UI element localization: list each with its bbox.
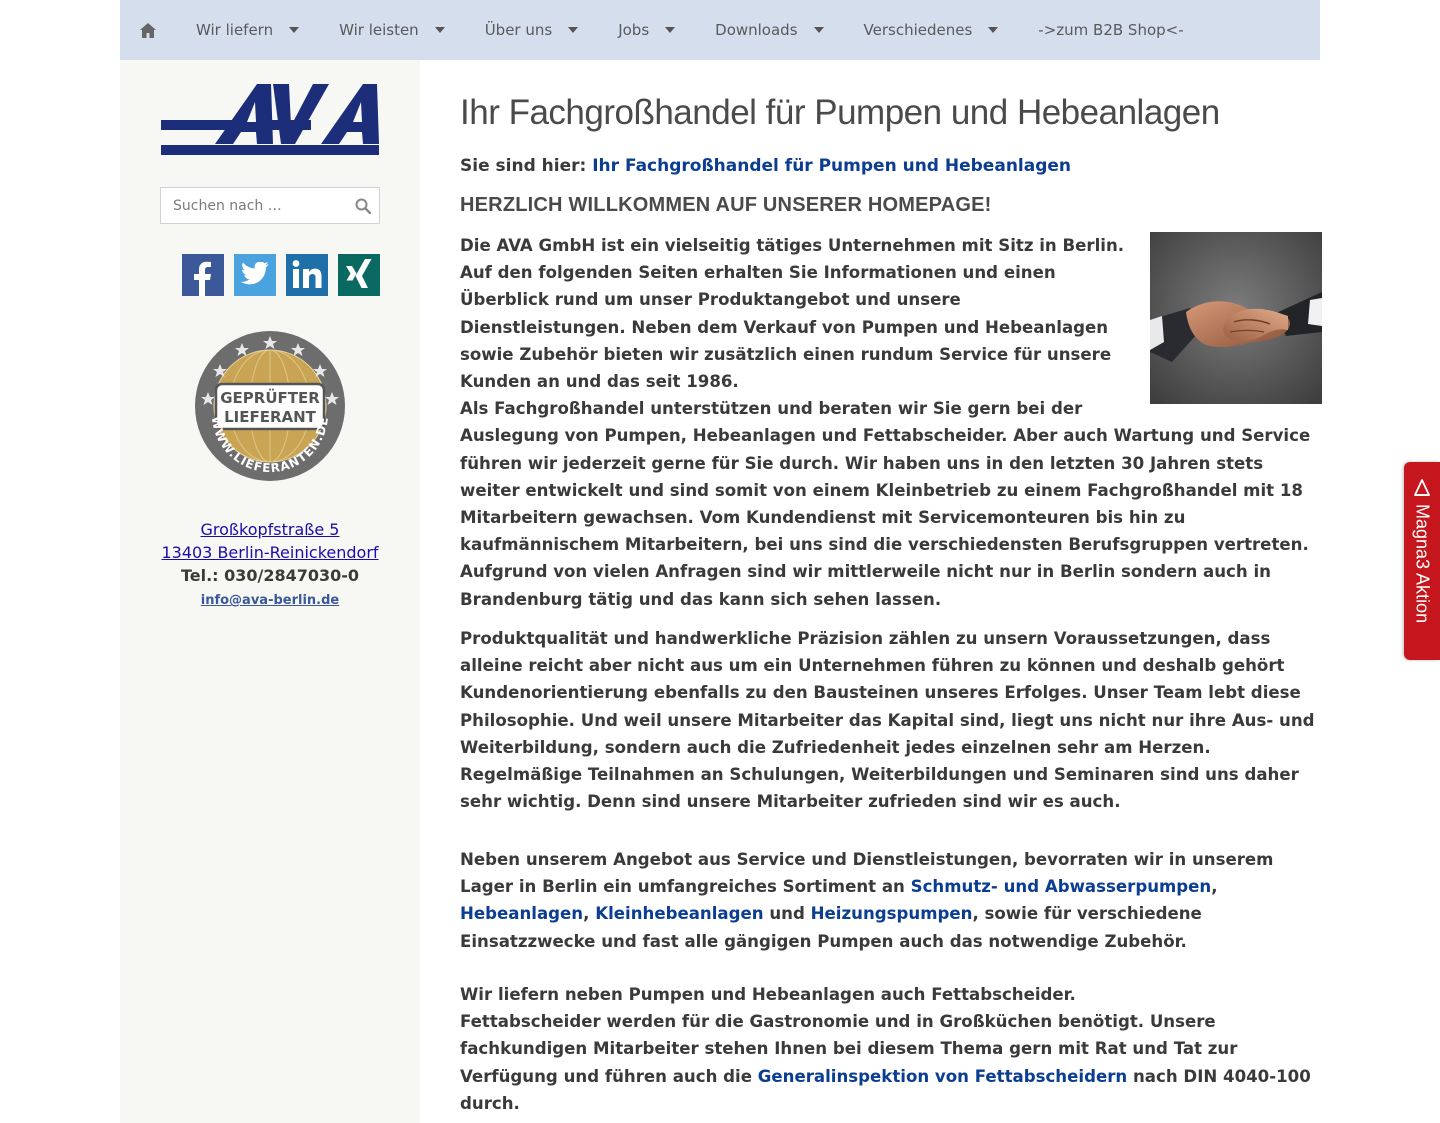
nav-item-label: Downloads [715,21,798,39]
link-hebeanlagen[interactable]: Hebeanlagen [460,904,584,924]
handshake-image [1150,232,1322,404]
philosophy-paragraph: Produktqualität und handwerkliche Präzision zählen zu unsern Voraussetzungen, dass alleine reicht aber nicht aus um ein Unternehmen führen zu können und deshalb gehört Kundenorientierung ebenfalls zu den Bausteinen unseres Erfolges. Unser Team lebt diese Philosophie. Und weil unsere Mitarbeiter das Kapital sind, liegt uns nicht nur ihre Aus- und Weiterbildung, sondern auch die Zufriedenheit jedes einzelnen sehr am Herzen. Regelmäßige Teilnahmen an Schulungen, Weiterbildungen und Seminaren sind uns daher sehr wichtig. Denn sind unsere Mitarbeiter zufrieden sind wir es auch. [460,629,1315,812]
chevron-down-icon [435,27,445,33]
ava-logo [161,84,381,158]
page-title: Ihr Fachgroßhandel für Pumpen und Hebeanlagen [460,93,1220,132]
gepruefter-lieferant-seal[interactable] [194,330,346,482]
nav-item-downloads[interactable] [695,0,843,60]
seal-url: WWW.LIEFERANTEN.DE [208,415,332,476]
search-icon [355,198,371,214]
assortment-text-3: , sowie für verschiedene Einsatzzwecke und fast alle gängigen Pumpen auch das notwendige Zubehör. [460,904,1202,951]
breadcrumb-current-link[interactable]: Ihr Fachgroßhandel für Pumpen und Hebeanlagen [592,156,1072,176]
nav-item-label: Verschiedenes [863,21,973,39]
separator: , [583,904,596,924]
fettabscheider-line1: Wir liefern neben Pumpen und Hebeanlagen auch Fettabscheider. [460,985,1076,1004]
link-generalinspektion[interactable]: Generalinspektion von Fettabscheidern [757,1066,1128,1086]
home-icon [139,22,157,39]
link-heizungspumpen[interactable]: Heizungspumpen [810,904,973,924]
sidebar [120,60,420,1123]
twitter-icon [240,262,270,288]
facebook-link[interactable] [182,254,224,296]
intro-paragraph [460,232,1322,613]
seal-badge-icon [194,330,346,482]
search-box [160,187,380,224]
fettabscheider-paragraph [460,981,1322,1117]
nav-item-label: ->zum B2B Shop<- [1038,21,1184,39]
nav-item-label: Jobs [618,21,650,39]
linkedin-icon [286,254,328,296]
assortment-paragraph [460,846,1322,955]
nav-item-verschiedenes[interactable] [844,0,1019,60]
email-link[interactable]: info@ava-berlin.de [200,593,340,608]
twitter-link[interactable] [234,254,276,296]
intro-text-2: Als Fachgroßhandel unterstützen und beraten wir Sie gern bei der Auslegung von Pumpen, Hebeanlagen und Fettabscheider. Aber auch Wartung und Service führen wir jederzeit gerne für Sie durch. Wir haben uns in den letzten 30 Jahren stets weiter entwickelt und sind somit von einem Kleinbetrieb zu einem Fachgroßhandel mit 18 Mitarbeitern gewachsen. Vom Kundendienst mit Servicemonteuren bis hin zu kaufmännischem Mitarbeitern, bei uns sind die verschiedensten Berufsgruppen vertreten. Aufgrund von vielen Anfragen sind wir mittlerweile nicht nur in Berlin sondern auch in Brandenburg tätig und das kann sich sehen lassen. [460,399,1311,609]
intro-text: Die AVA GmbH ist ein vielseitig tätiges Unternehmen mit Sitz in Berlin. Auf den folgenden Seiten erhalten Sie Informationen und einen Überblick rund um unser Produktangebot und unsere Dienstleistungen. Neben dem Verkauf von Pumpen und Hebeanlagen sowie Zubehör bieten wir zusätzlich einen rundum Service für unsere Kunden an und das seit 1986. [460,236,1125,392]
nav-item-label: Wir liefern [196,21,274,39]
welcome-heading: HERZLICH WILLKOMMEN AUF UNSERER HOMEPAGE! [460,194,992,216]
seal-line2: LIEFERANT [224,408,316,426]
chevron-down-icon [814,27,824,33]
fettabscheider-text-1: Fettabscheider werden für die Gastronomie und in Großküchen benötigt. Unsere fachkundigen Mitarbeiter stehen Ihnen bei diesem Thema gern mit Rat und Tat zur Verfügung und führen auch die [460,1012,1238,1086]
assortment-text-2: und [763,904,811,924]
nav-item-jobs[interactable] [598,0,695,60]
contact-address [120,518,420,612]
search-input[interactable] [161,188,347,223]
nav-item-wir-leisten[interactable] [319,0,465,60]
chevron-down-icon [988,27,998,33]
magna3-aktion-tab[interactable] [1404,462,1440,660]
link-kleinhebeanlagen[interactable]: Kleinhebeanlagen [595,904,764,924]
link-schmutz-abwasserpumpen[interactable]: Schmutz- und Abwasserpumpen [910,877,1212,897]
linkedin-link[interactable] [286,254,328,296]
nav-item-label: Wir leisten [339,21,419,39]
xing-link[interactable] [338,254,380,296]
nav-item-ueber-uns[interactable] [465,0,599,60]
phone-number: Tel.: 030/2847030-0 [180,566,360,585]
chevron-down-icon [289,27,299,33]
breadcrumb [460,156,1071,176]
seal-line1: GEPRÜFTER [220,389,320,407]
search-button[interactable] [347,188,379,223]
home-link[interactable] [120,0,176,60]
nav-item-label: Über uns [484,21,553,39]
fettabscheider-text-2: nach DIN 4040-100 durch. [460,1066,1311,1113]
xing-icon [338,254,380,296]
chevron-down-icon [665,27,675,33]
magna3-aktion-label: Magna3 Aktion [1412,504,1433,624]
address-city-link[interactable]: 13403 Berlin-Reinickendorf [161,543,379,562]
breadcrumb-prefix: Sie sind hier: [460,156,587,176]
nav-item-wir-liefern[interactable] [176,0,319,60]
gift-icon [1412,478,1432,498]
main-navigation [120,0,1320,60]
chevron-down-icon [568,27,578,33]
nav-item-b2b-shop[interactable] [1018,0,1203,60]
address-street-link[interactable]: Großkopfstraße 5 [200,520,340,539]
facebook-icon [182,254,224,296]
separator: , [1211,877,1218,897]
social-links [182,254,380,296]
assortment-text-1: Neben unserem Angebot aus Service und Dienstleistungen, bevorraten wir in unserem Lager in Berlin ein umfangreiches Sortiment an [460,850,1274,897]
